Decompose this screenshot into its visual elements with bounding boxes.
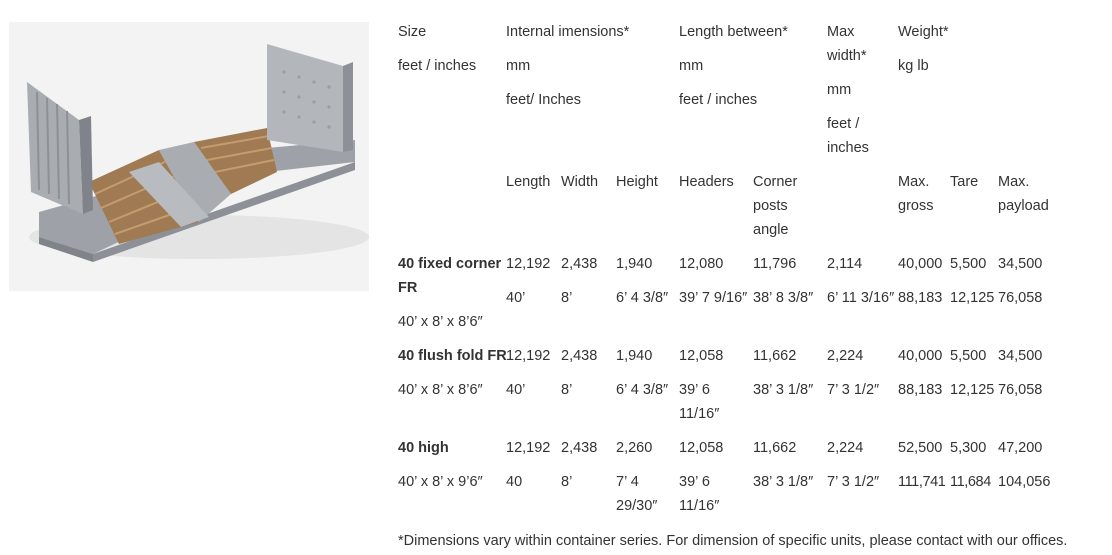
flat-rack-specifications-table [398,0,1112,555]
header-weight: Weight* [898,24,949,40]
subheader-max-gross: Max. [898,174,930,190]
cell-payload-lb: 76,058 [998,382,1043,398]
cell-height-mm: 2,260 [616,440,653,456]
cell-length-mm: 12,192 [506,348,551,364]
cell-headers-ft-2: 11/16″ [679,406,720,422]
header-max-width: Max [827,24,855,40]
cell-height-mm: 1,940 [616,348,653,364]
subheader-corner-posts-2: posts [753,198,788,214]
row-name: 40 high [398,440,449,456]
header-weight-unit: kg lb [898,58,929,74]
subheader-headers: Headers [679,174,734,190]
header-max-width-2: width* [827,48,867,64]
header-internal-dimensions: Internal imensions* [506,24,630,40]
header-size-unit: feet / inches [398,58,477,74]
row-name-2: FR [398,280,418,296]
cell-tare-kg: 5,500 [950,348,987,364]
cell-headers-ft: 39’ 6 [679,474,710,490]
header-size: Size [398,24,427,40]
cell-payload-lb: 76,058 [998,290,1043,306]
subheader-corner-posts: Corner [753,174,798,190]
cell-headers-ft: 39’ 6 [679,382,710,398]
cell-max-width-mm: 2,224 [827,348,864,364]
cell-max-width-mm: 2,114 [827,256,863,272]
cell-corner-ft: 38’ 8 3/8″ [753,290,814,306]
cell-height-ft-2: 29/30″ [616,498,658,514]
cell-gross-kg: 52,500 [898,440,943,456]
cell-width-mm: 2,438 [561,348,598,364]
header-length-between-mm: mm [679,58,704,74]
header-internal-mm: mm [506,58,531,74]
cell-height-ft: 6’ 4 3/8″ [616,382,669,398]
cell-gross-kg: 40,000 [898,348,943,364]
cell-tare-lb: 11,684 [950,474,991,490]
row-size: 40’ x 8’ x 9’6″ [398,474,483,490]
cell-tare-lb: 12,125 [950,382,995,398]
cell-width-ft: 8’ [561,382,573,398]
header-max-width-ft-2: inches [827,140,869,156]
subheader-max-payload-2: payload [998,198,1049,214]
subheader-height: Height [616,174,658,190]
cell-payload-kg: 34,500 [998,348,1043,364]
cell-max-width-ft: 7’ 3 1/2″ [827,474,880,490]
cell-tare-lb: 12,125 [950,290,995,306]
header-max-width-ft: feet / [827,116,860,132]
cell-max-width-ft: 7’ 3 1/2″ [827,382,880,398]
cell-headers-mm: 12,058 [679,348,724,364]
cell-tare-kg: 5,300 [950,440,987,456]
cell-gross-kg: 40,000 [898,256,943,272]
header-length-between-ft: feet / inches [679,92,758,108]
subheader-corner-posts-3: angle [753,222,789,238]
flat-rack-container-image [9,22,369,291]
footnote: *Dimensions vary within container series. For dimension of specific units, please contact with our offices. [398,533,1068,549]
cell-gross-lb: 111,741 [898,474,946,490]
cell-max-width-ft: 6’ 11 3/16″ [827,290,895,306]
cell-width-ft: 8’ [561,474,573,490]
cell-headers-ft: 39’ 7 9/16″ [679,290,748,306]
row-name: 40 flush fold FR [398,348,507,364]
subheader-tare: Tare [950,174,979,190]
cell-corner-mm: 11,662 [753,440,797,456]
cell-length-ft: 40’ [506,290,526,306]
row-name: 40 fixed corner [398,256,502,272]
subheader-length: Length [506,174,551,190]
cell-width-mm: 2,438 [561,440,598,456]
cell-length-mm: 12,192 [506,440,551,456]
cell-height-mm: 1,940 [616,256,653,272]
cell-length-ft: 40 [506,474,523,490]
cell-payload-lb: 104,056 [998,474,1051,490]
cell-headers-mm: 12,058 [679,440,724,456]
cell-width-ft: 8’ [561,290,573,306]
cell-tare-kg: 5,500 [950,256,987,272]
cell-height-ft: 7’ 4 [616,474,639,490]
cell-corner-mm: 11,662 [753,348,797,364]
subheader-max-payload: Max. [998,174,1030,190]
cell-max-width-mm: 2,224 [827,440,864,456]
cell-length-ft: 40’ [506,382,526,398]
cell-payload-kg: 47,200 [998,440,1043,456]
cell-headers-ft-2: 11/16″ [679,498,720,514]
cell-length-mm: 12,192 [506,256,551,272]
cell-corner-ft: 38’ 3 1/8″ [753,474,814,490]
header-length-between: Length between* [679,24,788,40]
cell-height-ft: 6’ 4 3/8″ [616,290,669,306]
cell-width-mm: 2,438 [561,256,598,272]
header-internal-ft: feet/ Inches [506,92,581,108]
cell-headers-mm: 12,080 [679,256,724,272]
subheader-width: Width [561,174,599,190]
cell-gross-lb: 88,183 [898,290,943,306]
header-max-width-mm: mm [827,82,852,98]
row-size: 40’ x 8’ x 8’6″ [398,382,483,398]
cell-gross-lb: 88,183 [898,382,943,398]
cell-corner-mm: 11,796 [753,256,797,272]
cell-payload-kg: 34,500 [998,256,1043,272]
row-size: 40’ x 8’ x 8’6″ [398,314,483,330]
flat-rack-illustration [9,22,369,291]
subheader-max-gross-2: gross [898,198,934,214]
cell-corner-ft: 38’ 3 1/8″ [753,382,814,398]
